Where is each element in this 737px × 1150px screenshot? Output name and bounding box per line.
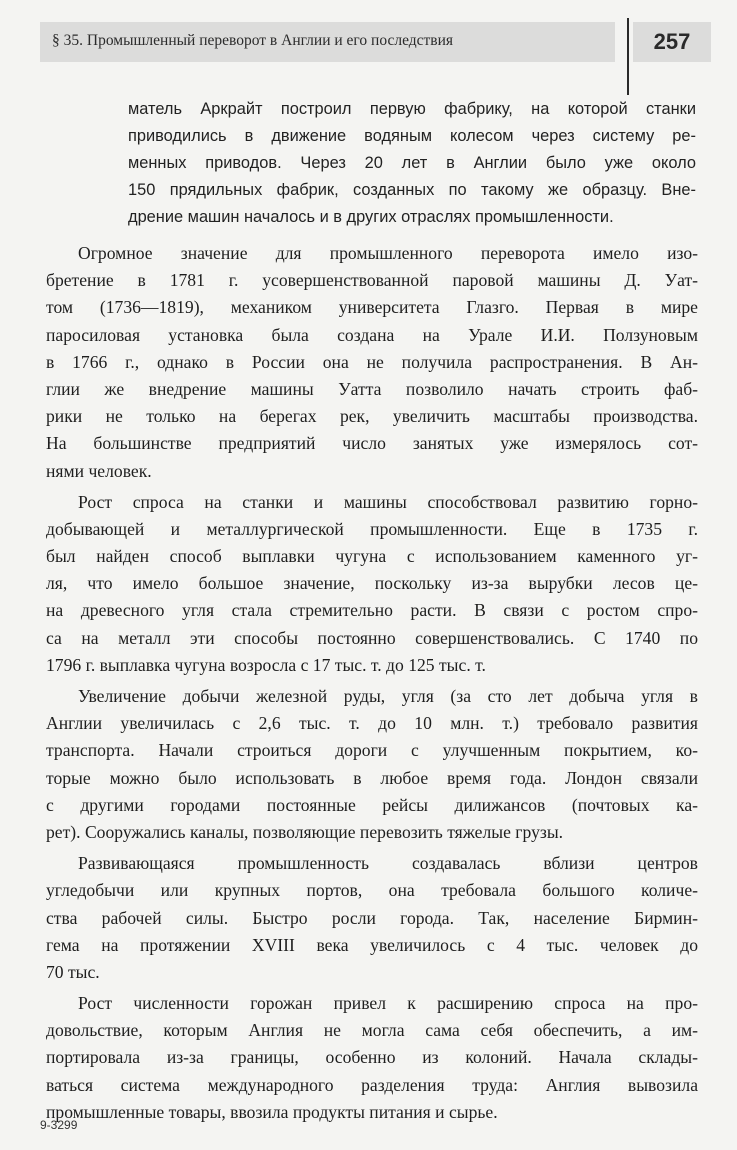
sidebar-line: матель Аркрайт построил первую фабрику, на которой станки <box>128 100 696 118</box>
text-line: нями человек. <box>46 460 152 481</box>
text-line: с другими городами постоянные рейсы дилижансов (почтовых ка- <box>46 794 698 815</box>
text-line: довольствие, которым Англия не могла сама себя обеспечить, а им- <box>46 1020 698 1041</box>
text-line: в 1766 г., однако в России она не получила распространения. В Ан- <box>46 351 698 372</box>
text-line: Огромное значение для промышленного переворота имело изо- <box>78 243 698 263</box>
text-line: том (1736—1819), механиком университета Глазго. Первая в мире <box>46 297 698 318</box>
text-line: Англии увеличилась с 2,6 тыс. т. до 10 млн. т.) требовало развития <box>46 713 698 734</box>
sidebar-line: менных приводов. Через 20 лет в Англии было уже около <box>128 154 696 172</box>
text-line: Увеличение добычи железной руды, угля (за сто лет добыча угля в <box>78 686 698 706</box>
text-line: паросиловая установка была создана на Урале И.И. Ползуновым <box>46 324 698 345</box>
text-line: ства рабочей силы. Быстро росли города. Так, население Бирмин- <box>46 907 698 928</box>
text-line: глии же внедрение машины Уатта позволило начать строить фаб- <box>46 378 698 399</box>
sidebar-line: дрение машин началось и в других отраслях промышленности. <box>128 208 614 226</box>
text-line: Развивающаяся промышленность создавалась вблизи центров <box>78 853 698 874</box>
text-line: са на металл эти способы постоянно совершенствовались. С 1740 по <box>46 627 698 648</box>
text-line: 70 тыс. <box>46 961 100 982</box>
text-line: был найден способ выплавки чугуна с использованием каменного уг- <box>46 546 698 567</box>
text-line: транспорта. Начали строиться дороги с улучшенным покрытием, ко- <box>46 740 698 761</box>
sidebar-note <box>128 96 696 231</box>
text-line: бретение в 1781 г. усовершенствованной паровой машины Д. Уат- <box>46 270 698 291</box>
text-line: 1796 г. выплавка чугуна возросла с 17 тыс. т. до 125 тыс. т. <box>46 654 486 675</box>
text-line: гема на протяжении XVIII века увеличилось с 4 тыс. человек до <box>46 934 698 955</box>
header-divider <box>627 18 629 95</box>
text-line: На большинстве предприятий число занятых уже измерялось сот- <box>46 433 698 454</box>
paragraph <box>46 850 698 986</box>
running-header: § 35. Промышленный переворот в Англии и его последствия <box>52 32 454 49</box>
page-number: 257 <box>653 29 691 54</box>
paragraph <box>46 240 698 485</box>
text-line: промышленные товары, ввозила продукты питания и сырье. <box>46 1101 498 1122</box>
paragraph <box>46 990 698 1126</box>
text-line: рет). Сооружались каналы, позволяющие перевозить тяжелые грузы. <box>46 821 564 842</box>
text-line: ля, что имело большое значение, поскольку из-за вырубки лесов це- <box>46 573 698 594</box>
paragraph <box>46 489 698 679</box>
text-line: на древесного угля стала стремительно расти. В связи с ростом спро- <box>46 600 698 621</box>
text-line: торые можно было использовать в любое время года. Лондон связали <box>46 767 698 788</box>
text-line: Рост спроса на станки и машины способствовал развитию горно- <box>78 491 698 512</box>
text-line: ваться система международного разделения труда: Англия вывозила <box>46 1074 698 1095</box>
sidebar-line: 150 прядильных фабрик, созданных по такому же образцу. Вне- <box>128 181 696 199</box>
text-line: портировала из-за границы, особенно из колоний. Начала склады- <box>46 1047 698 1068</box>
sidebar-line: приводились в движение водяным колесом через систему ре- <box>128 127 696 145</box>
text-line: рики не только на берегах рек, увеличить масштабы производства. <box>46 406 698 427</box>
paragraph <box>46 683 698 846</box>
text-line: Рост численности горожан привел к расширению спроса на про- <box>78 993 698 1014</box>
print-code: 9-3299 <box>40 1118 78 1132</box>
body-text <box>46 240 698 1126</box>
text-line: угледобычи или крупных портов, она требовала большого количе- <box>46 880 698 901</box>
text-line: добывающей и металлургической промышленности. Еще в 1735 г. <box>46 518 698 539</box>
